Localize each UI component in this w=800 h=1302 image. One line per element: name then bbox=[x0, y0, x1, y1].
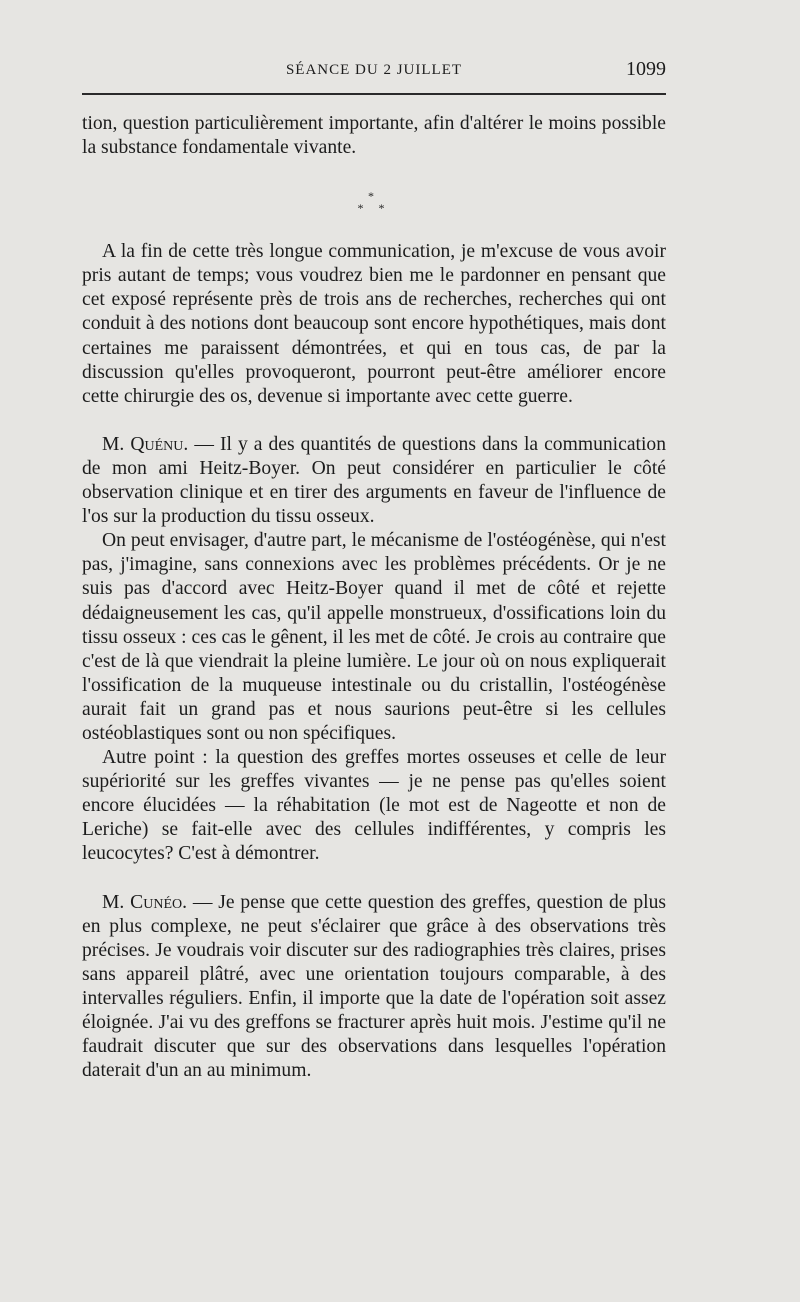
asterism-top: * bbox=[368, 189, 380, 204]
section-gap bbox=[82, 409, 666, 433]
asterism-bottom: * * bbox=[357, 201, 391, 216]
speaker-cuneo: M. Cunéo. bbox=[102, 891, 188, 913]
page-body bbox=[82, 112, 666, 1083]
quenu-paragraph-1 bbox=[82, 433, 666, 529]
running-title: SÉANCE DU 2 JUILLET bbox=[285, 62, 463, 78]
closing-paragraph: A la fin de cette très longue communication, je m'excuse de vous avoir pris autant de temps; vous voudrez bien me le pardonner en pensant que cet exposé représente près de trois ans de recherches, recherches qui ont conduit à des notions dont beaucoup sont encore hypothétiques, mais dont certaines me paraissent démontrées, et qui en tous cas, de par la discussion qu'elles provoqueront, pourront peut-être améliorer encore cette chirurgie des os, devenue si importante avec cette guerre. bbox=[82, 241, 666, 407]
quenu-text-1: — Il y a des quantités de questions dans la communication de mon ami Heitz-Boyer. On peut considérer en particulier le côté observation clinique et en tirer des arguments en faveur de l'influence de l'os sur la production du tissu osseux. bbox=[82, 433, 666, 528]
asterism bbox=[82, 190, 666, 214]
speaker-quenu: M. Quénu. bbox=[102, 433, 189, 455]
quenu-paragraph-3: Autre point : la question des greffes mortes osseuses et celle de leur supériorité sur les greffes vivantes — je ne pense pas qu'elles soient encore élucidées — la réhabitation (le mot est de Nageotte et non de Leriche) se fait-elle avec des cellules indifférentes, y compris les leucocytes? C'est à démontrer. bbox=[82, 747, 666, 865]
page-number: 1099 bbox=[626, 58, 666, 80]
section-gap bbox=[82, 867, 666, 891]
cuneo-paragraph-1 bbox=[82, 891, 666, 1084]
cuneo-text-1: — Je pense que cette question des greffes, question de plus en plus complexe, ne peut s'éclairer que grâce à des observations très précises. Je voudrais voir discuter sur des radiographies très claires, prises sans appareil plâtré, avec une orientation toujours comparable, à des intervalles réguliers. Enfin, il importe que la date de l'opération soit assez éloignée. J'ai vu des greffons se fracturer après huit mois. J'estime qu'il ne faudrait discuter que sur des observations dans lesquelles l'opération daterait d'un an au minimum. bbox=[82, 891, 666, 1082]
header-rule bbox=[82, 93, 666, 95]
quenu-paragraph-2: On peut envisager, d'autre part, le mécanisme de l'ostéogénèse, qui n'est pas, j'imagine, sans connexions avec les problèmes précédents. Or je ne suis pas d'accord avec Heitz-Boyer quand il met de côté et rejette dédaigneusement les cas, qu'il appelle monstrueux, d'ossifications loin du tissu osseux : ces cas le gênent, il les met de côté. Je crois au contraire que c'est de là que viendrait la pleine lumière. Le jour où on nous expliquerait l'ossification de la muqueuse intestinale ou du cristallin, l'ostéogénèse aurait fait un grand pas et nous saurions peut-être si les cellules ostéoblastiques sont ou non spécifiques. bbox=[82, 530, 666, 744]
continuation-paragraph: tion, question particulièrement importante, afin d'altérer le moins possible la substance fondamentale vivante. bbox=[82, 113, 666, 159]
running-header bbox=[82, 58, 666, 86]
